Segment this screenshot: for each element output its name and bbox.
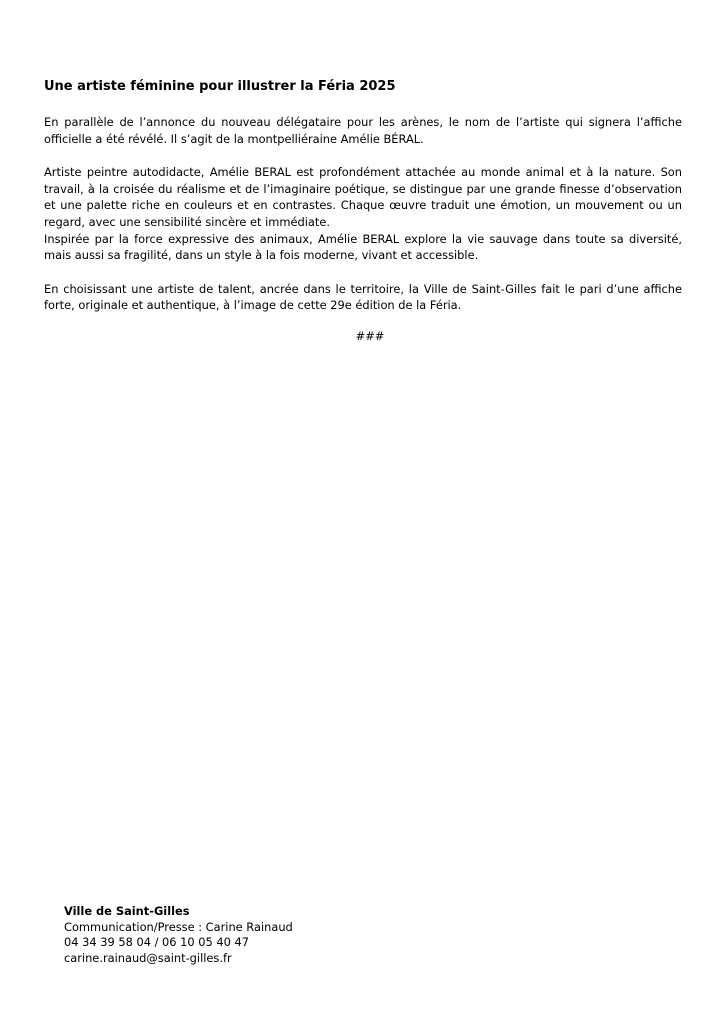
contact-email[interactable]: carine.rainaud@saint-gilles.fr [64, 950, 232, 965]
paragraph-artist-inspiration: Inspirée par la force expressive des animaux, Amélie BERAL explore la vie sauvage dans toute sa diversité, mais aussi sa fragilité, dans un style à la fois moderne, vivant et accessible. [44, 231, 682, 263]
press-contact-block [64, 904, 293, 966]
end-separator: ### [355, 328, 385, 343]
press-release-body [44, 78, 682, 344]
contact-role: Communication/Presse : Carine Rainaud [64, 919, 293, 934]
paragraph-conclusion: En choisissant une artiste de talent, ancrée dans le territoire, la Ville de Saint-Gilles fait le pari d’une affiche forte, originale et authentique, à l’image de cette 29e édition de la Féria. [44, 281, 682, 313]
contact-phones: 04 34 39 58 04 / 06 10 05 40 47 [64, 935, 249, 949]
paragraph-gap [44, 264, 682, 281]
contact-organization: Ville de Saint-Gilles [64, 904, 190, 918]
paragraph-artist-description: Artiste peintre autodidacte, Amélie BERAL est profondément attachée au monde animal et à la nature. Son travail, à la croisée du réalisme et de l’imaginaire poétique, se distingue par une grande finesse d’observation et une palette riche en couleurs et en contrastes. Chaque œuvre traduit une émotion, un mouvement ou un regard, avec une sensibilité sincère et immédiate. [44, 165, 682, 229]
article-title: Une artiste féminine pour illustrer la Féria 2025 [44, 79, 396, 94]
paragraph-gap [44, 147, 682, 164]
paragraph-intro: En parallèle de l’annonce du nouveau délégataire pour les arènes, le nom de l’artiste qui signera l’affiche officielle a été révélé. Il s’agit de la montpelliéraine Amélie BÉRAL. [44, 115, 682, 146]
